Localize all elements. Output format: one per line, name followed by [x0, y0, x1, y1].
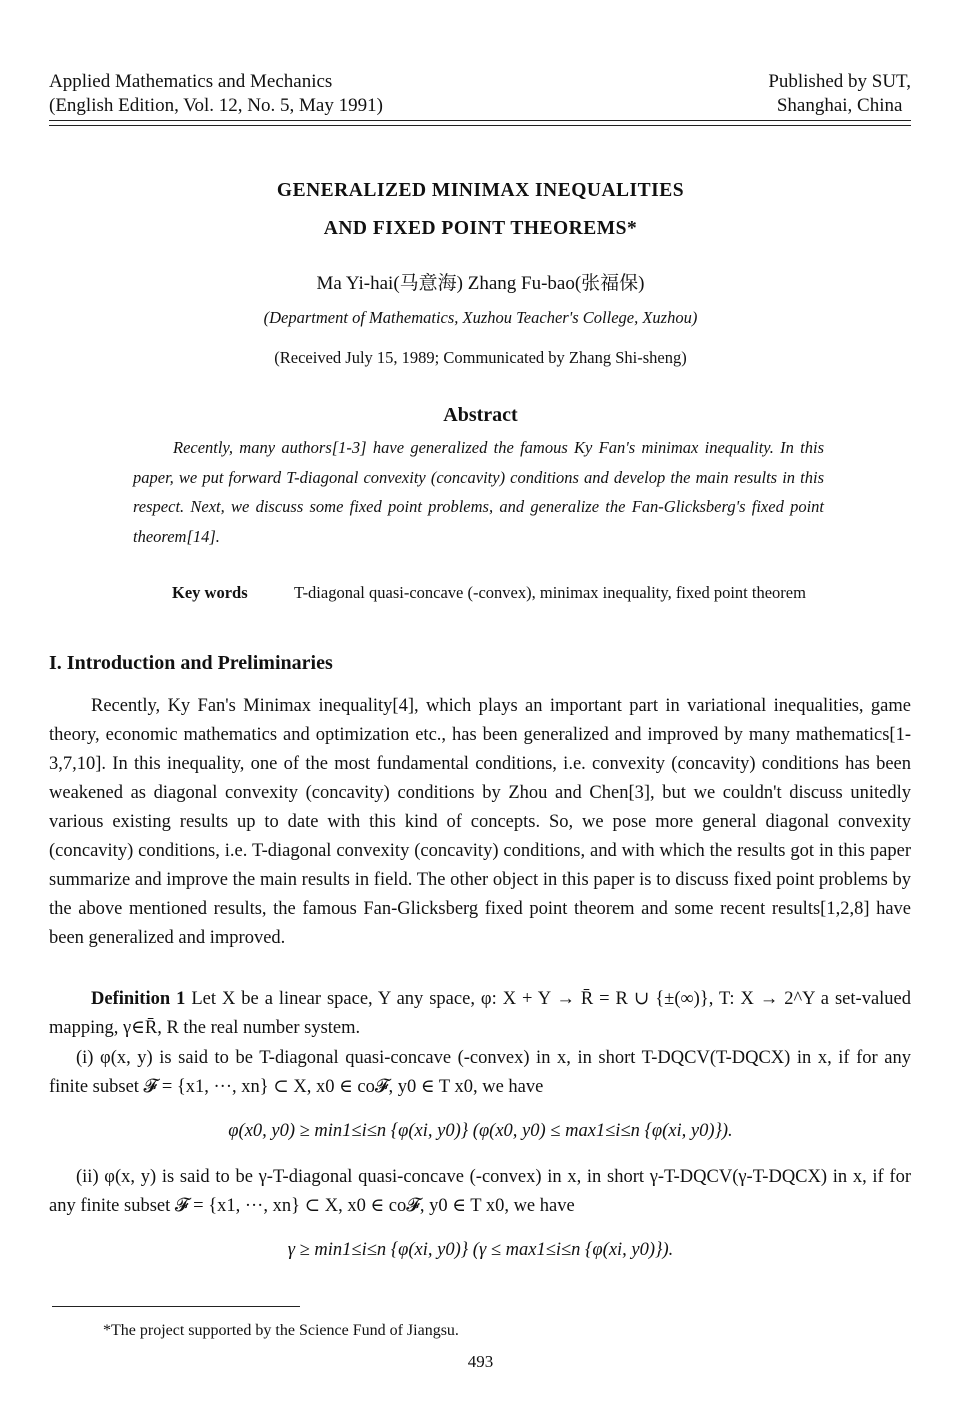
- publisher-info: [768, 70, 911, 118]
- journal-edition: (English Edition, Vol. 12, No. 5, May 1991): [49, 95, 383, 116]
- journal-name: Applied Mathematics and Mechanics: [49, 71, 333, 92]
- definition-item-i: (i) φ(x, y) is said to be T-diagonal quasi-concave (-convex) in x, in short T-DQCV(T-DQCX) in x, if for any finite subset 𝓕 = {x1, ···, xn} ⊂ X, x0 ∈ co𝓕, y0 ∈ T x0, we have: [49, 1048, 911, 1097]
- definition-item-ii: (ii) φ(x, y) is said to be γ-T-diagonal quasi-concave (-convex) in x, in short γ-T-DQCV(γ-T-DQCX) in x, if for any finite subset 𝓕 = {x1, ···, xn} ⊂ X, x0 ∈ co𝓕, y0 ∈ T x0, we have: [49, 1167, 911, 1216]
- header-rule-bottom: [49, 125, 911, 126]
- page-number: 493: [467, 1352, 494, 1371]
- equation-ii: γ ≥ min1≤i≤n {φ(xi, y0)} (γ ≤ max1≤i≤n {φ(xi, y0)}).: [287, 1240, 674, 1260]
- keywords-text: T-diagonal quasi-concave (-convex), minimax inequality, fixed point theorem: [294, 583, 806, 602]
- received-note: (Received July 15, 1989; Communicated by Zhang Shi-sheng): [274, 348, 687, 367]
- authors: Ma Yi-hai(马意海) Zhang Fu-bao(张福保): [316, 273, 645, 294]
- section-heading: I. Introduction and Preliminaries: [49, 652, 333, 674]
- abstract-heading: Abstract: [443, 404, 518, 426]
- running-header: [49, 70, 911, 120]
- intro-paragraph: Recently, Ky Fan's Minimax inequality[4], which plays an important part in variational inequalities, game theory, economic mathematics and optimization etc., has been generalized and improved by many mathematics[1-3,7,10]. In this inequality, one of the most fundamental conditions, i.e. convexity (concavity) conditions has been weakened as diagonal convexity (concavity) conditions by Zhou and Chen[3], but we couldn't discuss unitedly various existing results up to date with this kind of concepts. So, we pose more general diagonal convexity (concavity) conditions, i.e. T-diagonal convexity (concavity) conditions, and with which the results got in this paper summarize and improve the main results in field. The other object in this paper is to discuss fixed point problems by the above mentioned results, the famous Fan-Glicksberg fixed point theorem and some recent results[1,2,8] have been generalized and improved.: [49, 696, 911, 948]
- publisher-name: Published by SUT,: [768, 71, 911, 92]
- definition-1: [49, 985, 911, 1043]
- title-line-1: GENERALIZED MINIMAX INEQUALITIES: [276, 180, 685, 201]
- definition-text: Let X be a linear space, Y any space, φ: X + Y → R̄ = R ∪ {±(∞)}, T: X → 2^Y a set-valued mapping, γ∈R̄, R the real number system.: [49, 989, 912, 1038]
- definition-label: Definition 1: [91, 989, 186, 1009]
- affiliation: (Department of Mathematics, Xuzhou Teacher's College, Xuzhou): [263, 308, 698, 327]
- footnote: *The project supported by the Science Fund of Jiangsu.: [103, 1322, 459, 1339]
- abstract-text: Recently, many authors[1-3] have generalized the famous Ky Fan's minimax inequality. In this paper, we put forward T-diagonal convexity (concavity) conditions and develop the main results in this respect. Next, we discuss some fixed point problems, and generalize the Fan-Glicksberg's fixed point theorem[14].: [133, 438, 824, 546]
- footnote-rule: [52, 1306, 300, 1307]
- publisher-location: Shanghai, China: [776, 95, 903, 116]
- journal-info: [49, 70, 383, 118]
- header-rule-top: [49, 120, 911, 121]
- equation-i: φ(x0, y0) ≥ min1≤i≤n {φ(xi, y0)} (φ(x0, y0) ≤ max1≤i≤n {φ(xi, y0)}).: [228, 1121, 733, 1141]
- keywords-label: Key words: [172, 583, 248, 602]
- title-line-2: AND FIXED POINT THEOREMS*: [323, 218, 638, 239]
- paper-title: [0, 172, 961, 248]
